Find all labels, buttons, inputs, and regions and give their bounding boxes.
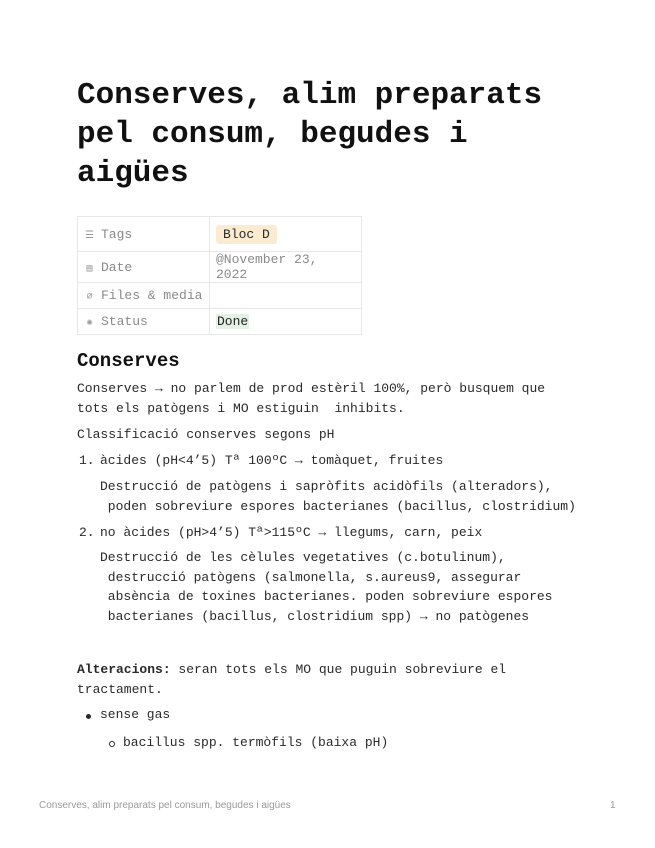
list-item-text: àcides (pH<4’5) Tª 100ºC → tomàquet, fruites	[100, 453, 444, 468]
list-item-detail: absència de toxines bacterianes. poden sobreviure espores	[100, 589, 553, 604]
list-item-detail: Destrucció de les cèlules vegetatives (c.botulinum),	[100, 550, 506, 565]
page-title: Conserves, alim preparats pel consum, begudes i aigües	[77, 78, 543, 191]
tags-label: Tags	[101, 226, 133, 242]
property-value-status[interactable]	[210, 309, 362, 335]
list-item-detail: poden sobreviure espores bacterianes (bacillus, clostridium)	[100, 499, 576, 514]
property-value-files[interactable]	[210, 283, 362, 309]
sub-bullet-item: bacillus spp. termòfils (baixa pH)	[123, 735, 389, 750]
alteracions-line-2: tractament.	[77, 682, 163, 697]
bullet-item: sense gas	[100, 707, 171, 722]
property-key-tags	[78, 217, 210, 252]
date-value[interactable]: @November 23, 2022	[216, 252, 318, 282]
paperclip-icon: ⌀	[86, 292, 93, 303]
classification-line: Classificació conserves segons pH	[77, 427, 335, 442]
status-badge[interactable]: Done	[217, 314, 249, 329]
list-item-detail: destrucció patògens (salmonella, s.aureus9, assegurar	[100, 570, 522, 585]
property-row-tags	[78, 217, 362, 252]
sub-bullet-ring	[109, 741, 115, 747]
list-item-text: no àcides (pH>4’5) Tª>115ºC → llegums, carn, peix	[100, 525, 483, 540]
list-item-detail: Destrucció de patògens i sapròfits acidòfils (alteradors),	[100, 479, 553, 494]
property-row-date	[78, 252, 362, 283]
list-icon: ☰	[85, 230, 94, 242]
property-key-files	[78, 283, 210, 309]
tag-badge[interactable]: Bloc D	[216, 225, 277, 244]
footer-page-number: 1	[610, 800, 616, 811]
intro-line-2: tots els patògens i MO estiguin inhibits.	[77, 401, 405, 416]
alteracions-label: Alteracions:	[77, 662, 171, 677]
property-key-status	[78, 309, 210, 335]
property-row-status	[78, 309, 362, 335]
alteracions-line	[77, 660, 506, 680]
footer-title: Conserves, alim preparats pel consum, begudes i aigües	[39, 800, 291, 811]
intro-line-1: Conserves → no parlem de prod estèril 100%, però busquem que	[77, 381, 546, 396]
alteracions-text: seran tots els MO que puguin sobreviure el	[170, 662, 507, 677]
files-label: Files & media	[101, 288, 203, 303]
status-icon: ✺	[86, 318, 93, 329]
date-label: Date	[101, 259, 133, 275]
section-heading: Conserves	[77, 350, 180, 372]
property-key-date	[78, 252, 210, 283]
list-item-detail: bacterianes (bacillus, clostridium spp) → no patògenes	[100, 609, 530, 624]
property-value-date[interactable]	[210, 252, 362, 283]
property-row-files	[78, 283, 362, 309]
status-label: Status	[101, 314, 148, 329]
list-number: 1.	[79, 453, 95, 468]
properties-table	[77, 216, 362, 335]
calendar-icon: ▤	[86, 263, 93, 275]
list-number: 2.	[79, 525, 95, 540]
bullet-dot	[86, 714, 91, 719]
property-value-tags[interactable]	[210, 217, 362, 252]
